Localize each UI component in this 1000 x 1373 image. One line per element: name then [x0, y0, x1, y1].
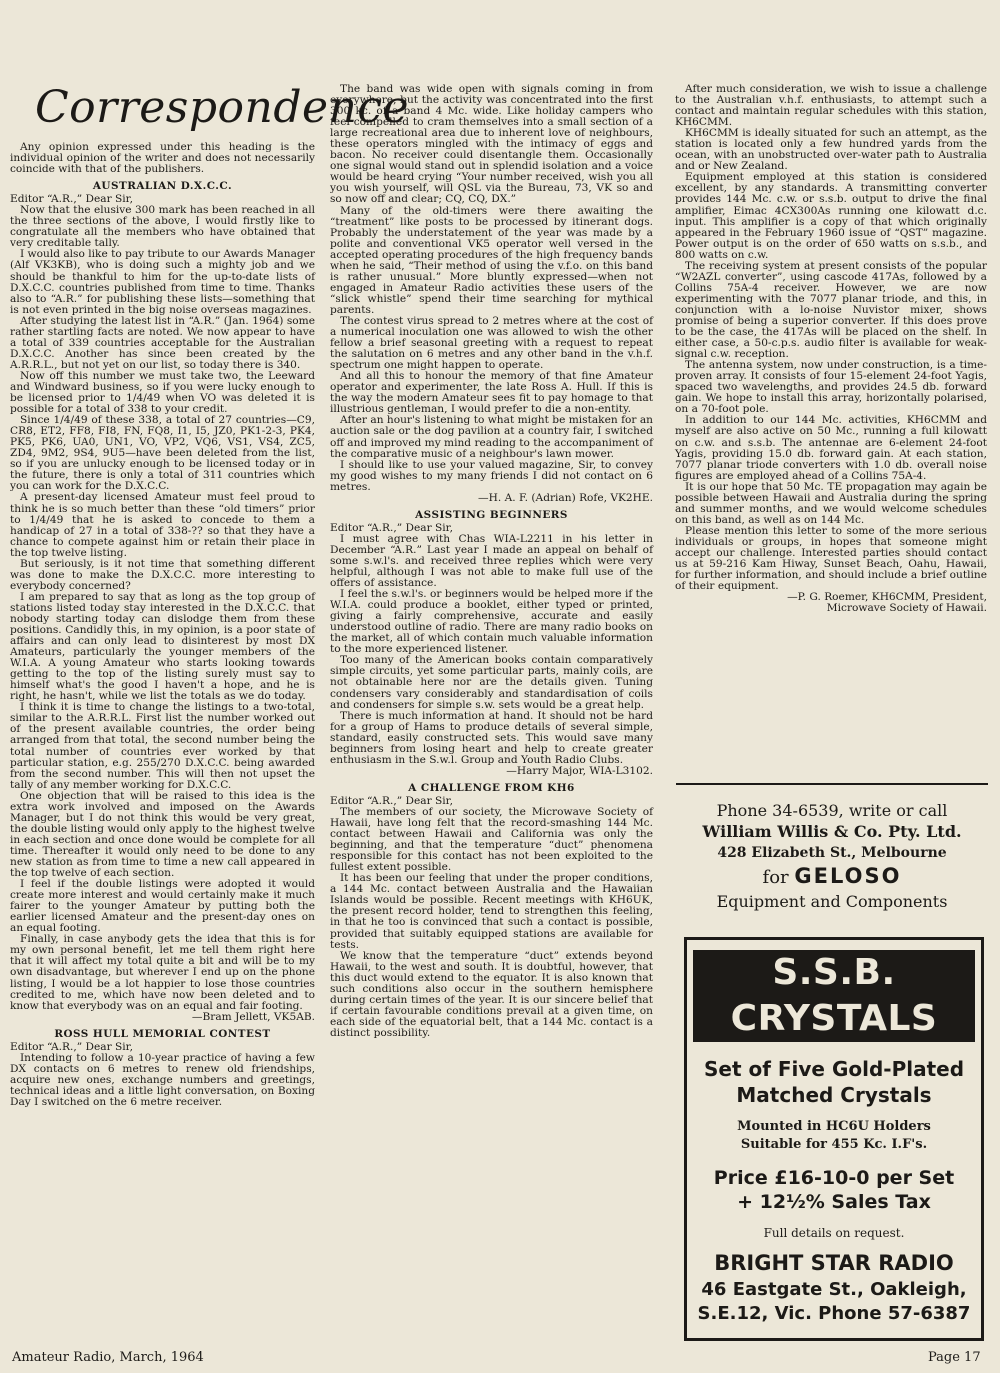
paragraph: Now that the elusive 300 mark has been reached in all the three sections of the above, I would firstly like to congratulate all the members who have obtained that very creditable tally. — [10, 204, 315, 250]
letter-heading: A CHALLENGE FROM KH6 — [408, 781, 575, 794]
paragraph: The antenna system, now under construction, is a time-proven array. It consists of four 15-element 24-foot Yagis, spaced two wavelengths, and provides 24.5 db. forward gain. We hope to install this array, horizontally polarised, on a 70-foot pole. — [675, 359, 987, 416]
salutation: Editor “A.R.,” Dear Sir, — [330, 794, 453, 807]
paragraph: Intending to follow a 10-year practice of having a few DX contacts on 6 metres to renew old friendships, acquire new ones, exchange numbers and greetings, technical ideas and a little light conversation, on Boxing Day I switched on the 6 metre receiver. — [10, 1051, 315, 1108]
ad-seller: BRIGHT STAR RADIO — [714, 1251, 954, 1275]
ad-price: Price £16-10-0 per Set — [713, 1167, 955, 1189]
footer-publication: Amateur Radio, March, 1964 — [12, 1350, 204, 1365]
paragraph: I feel if the double listings were adopted it would create more interest and would certainly make it much fairer to the younger Amateur by putting both the earlier licensed Amateur and the present-day ones on an equal footing. — [10, 878, 315, 935]
ad-address: 428 Elizabeth St., Melbourne — [717, 845, 947, 861]
paragraph: But seriously, is it not time that something different was done to make the D.X.C.C. more interesting to everybody concerned? — [10, 557, 315, 592]
paragraph: We know that the temperature “duct” extends beyond Hawaii, to the west and south. It is doubtful, however, that this duct would extend to the equator. It is also known that such conditions also occur in the southern hemisphere during certain times of the year. It is our sincere belief that if certain favourable conditions prevail at a given time, on each side of the equatorial belt, that a 144 Mc. contact is a distinct possibility. — [330, 949, 653, 1039]
ad-seller-address: 46 Eastgate St., Oakleigh, — [701, 1279, 967, 1300]
paragraph: After studying the latest list in “A.R.” (Jan. 1964) some rather startling facts are noted. We now appear to have a total of 339 countries acceptable for the Australian D.X.C.C. Another has since been created by the A.R.R.L., but not yet on our list, so today there is 340. — [10, 314, 315, 371]
paragraph: I must agree with Chas WIA-L2211 in his letter in December “A.R.” Last year I made an appeal on behalf of some s.w.l's. and received three replies which were very helpful, although I was not able to make full use of the offers of assistance. — [330, 532, 653, 590]
salutation: Editor “A.R.,” Dear Sir, — [10, 193, 133, 206]
ad-for-text: for — [762, 867, 789, 888]
column-2 — [330, 84, 653, 1039]
ad-brand: GELOSO — [794, 864, 902, 888]
paragraph: I feel the s.w.l's. or beginners would be helped more if the W.I.A. could produce a booklet, either typed or printed, giving a fairly comprehensive, accurate and easily understood outline of radio. There are many radio books on the market, all of which contain much valuable information to the more experienced listener. — [330, 588, 653, 656]
ad-line: Full details on request. — [763, 1226, 905, 1240]
footer-page-number: Page 17 — [928, 1350, 981, 1365]
paragraph: And all this to honour the memory of that fine Amateur operator and experimenter, the late Ross A. Hull. If this is the way the modern Amateur sees fit to pay homage to that illustrious gentleman, I would prefer to die a non-entity. — [330, 370, 653, 416]
ssb-crystals-advertisement — [684, 937, 984, 1341]
signature: —Bram Jellett, VK5AB. — [191, 1010, 315, 1023]
ad-line: Suitable for 455 Kc. I.F's. — [740, 1137, 928, 1152]
signature: —Harry Major, WIA-L3102. — [506, 764, 653, 777]
ad-brand-line — [676, 863, 988, 891]
paragraph: After much consideration, we wish to issue a challenge to the Australian v.h.f. enthusiasts, to attempt such a contact and maintain regular schedules with this station, KH6CMM. — [675, 83, 987, 129]
signature: Microwave Society of Hawaii. — [826, 602, 987, 615]
salutation: Editor “A.R.,” Dear Sir, — [10, 1040, 133, 1053]
paragraph: The contest virus spread to 2 metres where at the cost of a numerical inoculation one was allowed to wish the other fellow a brief seasonal greeting with a request to repeat the salutation on 6 metres and any other band in the v.h.f. spectrum one might happen to operate. — [330, 314, 653, 372]
letter-heading: AUSTRALIAN D.X.C.C. — [92, 180, 233, 193]
paragraph: Too many of the American books contain comparatively simple circuits, yet some particular parts, mainly coils, are not obtainable here nor are the details given. Tuning condensers vary considerably and standardisation of coils and condensers for simple s.w. sets would be a great help. — [330, 654, 653, 711]
paragraph: After an hour's listening to what might be mistaken for an auction sale or the dog pavilion at a country fair, I switched off and improved my mind reading to the accompaniment of the comparative music of a neighbour's lawn mower. — [330, 414, 653, 460]
paragraph: I would also like to pay tribute to our Awards Manager (Alf VK3KB), who is doing such a mighty job and we should be thankful to him for the up-to-date lists of D.X.C.C. countries published from time to time. Thanks also to “A.R.” for publishing these lists—something that is not even printed in the big noise overseas magazines. — [10, 248, 315, 316]
paragraph: A present-day licensed Amateur must feel proud to think he is so much better than these “old timers” prior to 1/4/49 that he is asked to concede to them a handicap of 27 in a total of 338-?? so that they have a chance to compete against him or retain their place in the top twelve listing. — [10, 491, 315, 559]
ad-line: Set of Five Gold-Plated — [703, 1057, 965, 1081]
ad-tax: + 12½% Sales Tax — [737, 1191, 931, 1213]
paragraph: In addition to our 144 Mc. activities, KH6CMM and myself are also active on 50 Mc., running a full kilowatt on c.w. and s.s.b. The antennae are 6-element 24-foot Yagis, providing 15.0 db. forward gain. At each station, 7077 planar triode converters with 1.0 db. overall noise figures are employed ahead of a Collins 75A-4. — [675, 414, 987, 482]
paragraph: I am prepared to say that as long as the top group of stations listed today stay interested in the D.X.C.C. that nobody starting today can dislodge them from these positions. Candidly this, in my opinion, is a poor state of affairs and can only lead to disinterest by most DX Amateurs, particularly the younger members of the W.I.A. A young Amateur who starts looking towards getting to the top of the listing surely must say to himself what's the good I haven't a hope, and he is right, he hasn't, while we list the totals as we do today. — [10, 590, 315, 703]
letter-heading: ROSS HULL MEMORIAL CONTEST — [54, 1027, 271, 1040]
paragraph: Please mention this letter to some of the more serious individuals or groups, in hopes that someone might accept our challenge. Interested parties should contact us at 59-216 Kam Hiway, Sunset Beach, Oahu, Hawaii, for further information, and should include a brief outline of their equipment. — [675, 524, 987, 593]
paragraph: Since 1/4/49 of these 338, a total of 27 countries—C9, CR8, ET2, FF8, FI8, FN, FQ8, I1, I5, JZ0, PK1-2-3, PK4, PK5, PK6, UA0, UN1, VO, VP2, VQ6, VS1, VS4, ZC5, ZD4, 9M2, 9S4, 9U5—have been deleted from the list, so if you are unlucky enough to be licensed today or in the future, there is only a total of 311 countries which you can work for the D.X.C.C. — [10, 414, 315, 493]
ad-banner: S.S.B. CRYSTALS — [693, 950, 975, 1042]
paragraph: It is our hope that 50 Mc. TE propagation may again be possible between Hawaii and Australia during the spring and summer months, and we would welcome schedules on this band, as well as on 144 Mc. — [675, 480, 987, 526]
paragraph: KH6CMM is ideally situated for such an attempt, as the station is located only a few hundred yards from the ocean, with an unobstructed over-water path to Australia and or New Zealand. — [675, 127, 987, 173]
ad-phone-line: Phone 34-6539, write or call — [716, 801, 948, 820]
paragraph: There is much information at hand. It should not be hard for a group of Hams to produce details of several simple, standard, easily constructed sets. This would save many beginners from losing heart and help to create greater enthusiasm in the S.w.l. Group and Youth Radio Clubs. — [330, 709, 653, 766]
ad-company-name: William Willis & Co. Pty. Ltd. — [702, 822, 962, 841]
paragraph: The receiving system at present consists of the popular “W2AZL converter”, using cascode 417As, followed by a Collins 75A-4 receiver. However, we are now experimenting with the 7077 planar triode, and this, in conjunction with a lo-noise Nuvistor mixer, shows promise of being a superior converter. If this does prove to be the case, the 417As will be placed on the shelf. In either case, a 50-c.p.s. audio filter is available for weak-signal c.w. reception. — [675, 259, 987, 361]
ad-line: Matched Crystals — [736, 1083, 932, 1107]
willis-advertisement — [676, 783, 988, 913]
salutation: Editor “A.R.,” Dear Sir, — [330, 521, 453, 534]
ad-line: Mounted in HC6U Holders — [737, 1119, 931, 1134]
ad-tagline: Equipment and Components — [716, 892, 948, 911]
paragraph: Now off this number we must take two, the Leeward and Windward business, so if you were lucky enough to be licensed prior to 1/4/49 when VO was deleted it is possible for a total of 338 to your credit. — [10, 369, 315, 416]
page-title: Correspondence — [35, 82, 410, 133]
paragraph: It has been our feeling that under the proper conditions, a 144 Mc. contact between Australia and the Hawaiian Islands would be possible. Recent meetings with KH6UK, the present record holder, tend to strengthen this feeling, in that he too is convinced that such a contact is possible, provided that suitably equipped stations are available for tests. — [330, 872, 653, 951]
paragraph: Equipment employed at this station is considered excellent, by any standards. A transmitting converter provides 144 Mc. c.w. or s.s.b. output to drive the final amplifier, Eimac 4CX300As running one kilowatt d.c. input. This amplifier is a copy of that which originally appeared in the February 1960 issue of “QST” magazine. Power output is on the order of 650 watts on s.s.b., and 800 watts on c.w. — [675, 171, 987, 261]
paragraph: I should like to use your valued magazine, Sir, to convey my good wishes to my many friends I did not contact on 6 metres. — [330, 458, 653, 493]
letter-heading: ASSISTING BEGINNERS — [415, 508, 568, 521]
column-1 — [10, 82, 410, 1108]
intro-text: Any opinion expressed under this heading is the individual opinion of the writer and does not necessarily coincide with that of the publishers. — [10, 141, 315, 176]
paragraph: The members of our society, the Microwave Society of Hawaii, have long felt that the record-smashing 144 Mc. contact between Hawaii and California was only the beginning, and that the temperature “duct” phenomena responsible for this contact has not been exploited to the fullest extent possible. — [330, 806, 653, 874]
ad-seller-phone: S.E.12, Vic. Phone 57-6387 — [697, 1303, 971, 1324]
signature: —H. A. F. (Adrian) Rofe, VK2HE. — [478, 491, 653, 504]
paragraph: Finally, in case anybody gets the idea that this is for my own personal benefit, let me tell them right here that it will affect my total quite a bit and will be to my own disadvantage, but wherever I end up on the phone listing, I would be a lot happier to lose those countries credited to me, which have now been deleted and to know that everybody was on an equal and fair footing. — [10, 933, 315, 1012]
paragraph: One objection that will be raised to this idea is the extra work involved and imposed on the Awards Manager, but I do not think this would be very great, the double listing would only apply to the highest twelve in each section and once done would be complete for all time. Thereafter it would only need to be done to any new station as from time to time a new call appeared in the top twelve of each section. — [10, 789, 315, 880]
paragraph: The band was wide open with signals coming in from everywhere, but the activity was concentrated into the first 300 kc. of a band 4 Mc. wide. Like holiday campers who feel compelled to cram themselves into a small section of a large recreational area due to inherent love of neighbours, these operators mingled with the intimacy of eggs and bacon. No receiver could disentangle them. Occasionally one signal would stand out in splendid isolation and a voice would be heard crying “Your number received, wish you all you wish yourself, will QSL via the Bureau, 73, VK so and so now off and clear; CQ, CQ, DX.” — [330, 83, 653, 206]
paragraph: Many of the old-timers were there awaiting the “treatment” like posts to be processed by itinerant dogs. Probably the understatement of the year was made by a polite and conventional VK5 operator well versed in the accepted operating procedures of the high frequency bands when he said, “Their method of using the v.f.o. on this band is rather unusual.” More bluntly expressed—when not engaged in Amateur Radio activities these users of the “slick whistle” spend their time searching for mythical parents. — [330, 204, 653, 316]
paragraph: I think it is time to change the listings to a two-total, similar to the A.R.R.L. First list the number worked out of the present available countries, the order being arranged from that total, the second number being the total number of countries ever worked by that particular station, e.g. 255/270 D.X.C.C. being awarded from the second number. This will then not upset the tally of any member working for D.X.C.C. — [10, 701, 315, 791]
signature: —P. G. Roemer, KH6CMM, President, — [787, 591, 987, 604]
column-3 — [675, 84, 987, 614]
